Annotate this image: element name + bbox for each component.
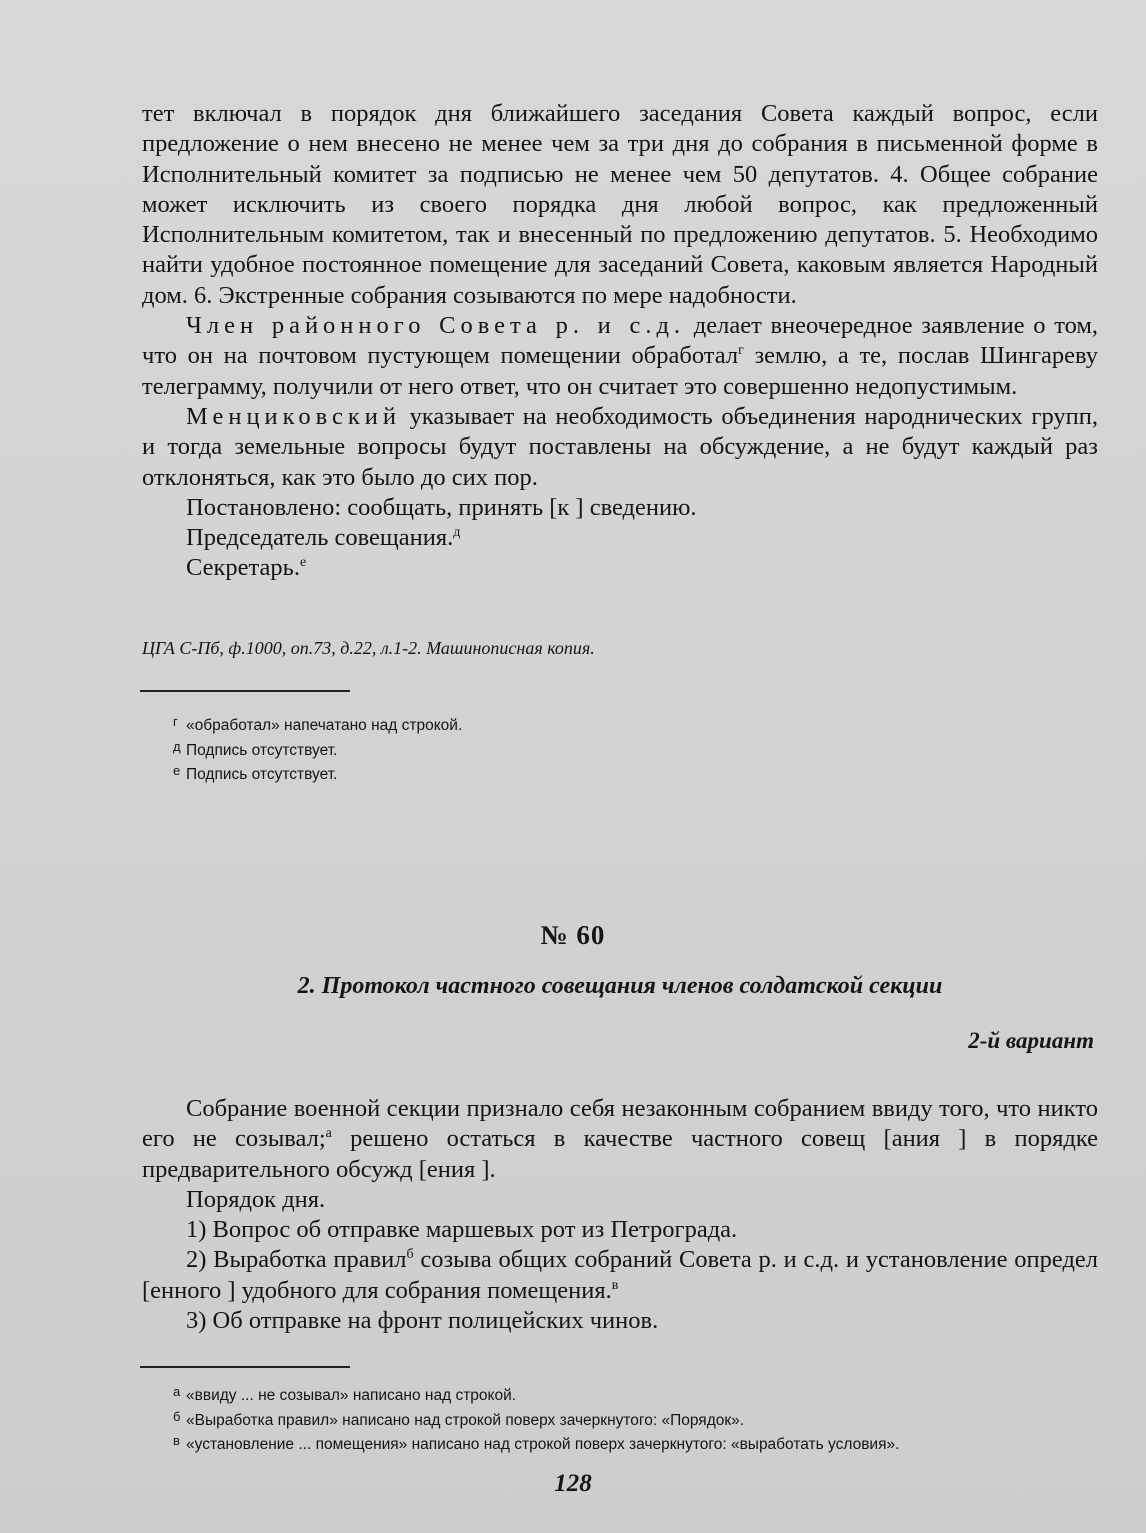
chairman-signature-line: Председатель совещания.$^д$ — [186, 524, 461, 552]
paragraph-military-section: Собрание военной секции признало себя незаконным собранием ввиду того, что никто его не созывал;$^а$ решено остаться в качестве частного совещ [ания ] в порядке предварительного обсужд [ения ]. — [142, 1095, 1098, 1183]
document-body-part2 — [142, 1094, 1098, 1336]
agenda-heading: Порядок дня. — [186, 1185, 326, 1213]
footnotes-part1 — [173, 714, 1116, 788]
document-title: 2. Протокол частного совещания членов солдатской секции — [297, 973, 943, 999]
footnotes-part2 — [173, 1384, 1116, 1458]
document-variant: 2-й вариант — [968, 1028, 1094, 1053]
paragraph-district-member: Член районного Совета р. и с.д. делает внеочередное заявление о том, что он на почтовом пустующем помещении обработал$^г$ землю, а те, послав Шингареву телеграмму, получили от него ответ, что он считает это совершенно недопустимым. — [142, 312, 1098, 400]
footnote: а «ввиду ... не созывал» написано над строкой. — [173, 1384, 517, 1404]
footnote-ref: а — [325, 1126, 332, 1142]
archive-source: ЦГА С-Пб, ф.1000, оп.73, д.22, л.1-2. Машинописная копия. — [142, 638, 595, 658]
speaker-name: Менциковский — [186, 402, 402, 430]
footnote-ref: д — [453, 525, 461, 541]
footnote-divider — [140, 690, 350, 692]
footnote-ref: г — [738, 343, 744, 359]
footnote-ref: в — [611, 1277, 619, 1293]
paragraph-resolutions: тет включал в порядок дня ближайшего заседания Совета каждый вопрос, если предложение о нем внесено не менее чем за три дня до собрания в письменной форме в Исполнительный комитет за подписью не менее чем 50 депутатов. 4. Общее собрание может исключить из своего порядка дня любой вопрос, как предложенный Исполнительным комитетом, так и внесенный по предложению депутатов. 5. Необходимо найти удобное постоянное помещение для заседаний Совета, каковым является Народный дом. 6. Экстренные собрания созываются по мере надобности. — [142, 100, 1098, 309]
agenda-item: 3) Об отправке на фронт полицейских чинов. — [186, 1307, 659, 1335]
document-number: № 60 — [540, 920, 606, 950]
footnote-divider — [140, 1366, 350, 1368]
footnote: д Подпись отсутствует. — [173, 738, 338, 759]
page-number: 128 — [554, 1470, 592, 1497]
document-body-part1 — [142, 99, 1098, 584]
agenda-item: 2) Выработка правил$^б$ созыва общих собраний Совета р. и с.д. и установление определ [енного ] удобного для собрания помещения.$^в$ — [142, 1246, 1099, 1304]
footnote: в «установление ... помещения» написано над строкой поверх зачеркнутого: «выработать условия». — [173, 1433, 900, 1453]
footnote: б «Выработка правил» написано над строкой поверх зачеркнутого: «Порядок». — [173, 1408, 745, 1429]
footnote-ref: б — [406, 1247, 414, 1263]
footnote: е Подпись отсутствует. — [173, 763, 338, 783]
footnote: г «обработал» напечатано над строкой. — [173, 714, 463, 734]
speaker-name: Член районного Совета р. и с.д. — [186, 312, 686, 340]
agenda-item: 1) Вопрос об отправке маршевых рот из Петрограда. — [186, 1216, 738, 1244]
paragraph-mentsikovsky: Менциковский указывает на необходимость объединения народнических групп, и тогда земельные вопросы будут поставлены на обсуждение, а не будут каждый раз отклоняться, как это было до сих пор. — [142, 402, 1098, 491]
resolution-line: Постановлено: сообщать, принять [к ] сведению. — [186, 493, 697, 521]
footnote-ref: е — [299, 555, 307, 571]
secretary-signature-line: Секретарь.$^е$ — [186, 554, 307, 582]
